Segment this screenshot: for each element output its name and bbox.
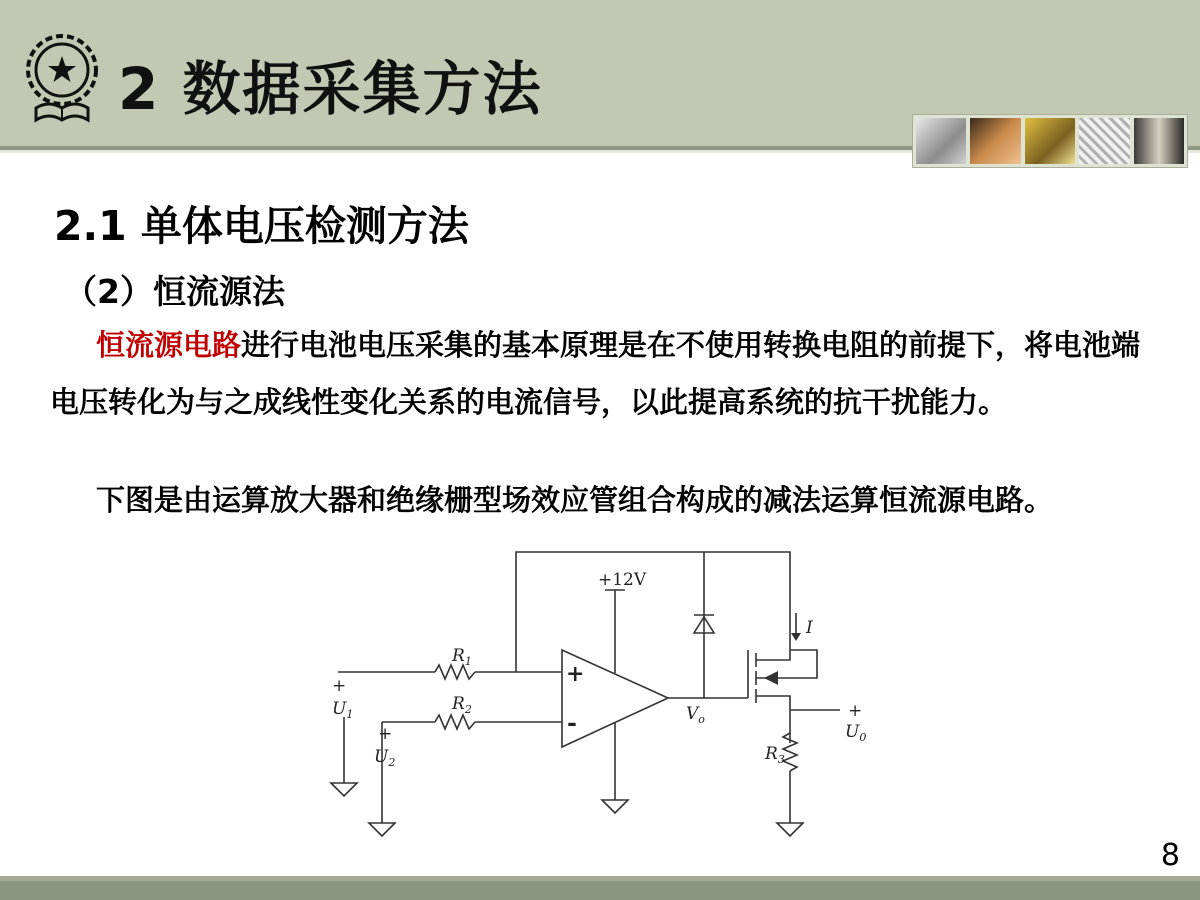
r3-label bbox=[764, 744, 785, 766]
u0-letter: U bbox=[845, 722, 860, 742]
vo-letter: V bbox=[686, 704, 699, 724]
r1-label bbox=[451, 646, 472, 668]
r3-subscript: 3 bbox=[777, 753, 785, 766]
feedback-wire bbox=[516, 552, 790, 672]
current-arrow-icon bbox=[791, 633, 801, 641]
r1-letter: R bbox=[452, 646, 465, 666]
body-paragraph: 下图是由运算放大器和绝缘栅型场效应管组合构成的减法运算恒流源电路。 bbox=[96, 483, 1054, 517]
header-photo-strip bbox=[912, 114, 1188, 168]
photo-thumbnail bbox=[1134, 118, 1184, 164]
drain-wire bbox=[756, 650, 790, 660]
mosfet-arrow-icon bbox=[764, 671, 778, 685]
ground-symbol bbox=[369, 823, 395, 836]
u1-label bbox=[332, 699, 353, 721]
subsection-heading: （2）恒流源法 bbox=[64, 272, 285, 311]
highlighted-term: 恒流源电路 bbox=[96, 328, 242, 362]
supply-label: +12V bbox=[598, 570, 647, 590]
section-heading: 2.1 单体电压检测方法 bbox=[54, 202, 469, 250]
plus-terminal-label: + bbox=[566, 661, 585, 687]
photo-thumbnail bbox=[916, 118, 966, 164]
constant-current-source-circuit-diagram bbox=[320, 545, 880, 845]
r3-letter: R bbox=[765, 744, 778, 764]
u1-plus-label: + bbox=[332, 676, 347, 696]
vo-label bbox=[686, 704, 705, 726]
minus-terminal-label: - bbox=[567, 708, 577, 737]
paragraph-text: 进行电池电压采集的基本原理是在不使用转换电阻的前提下，将电池端电压转化为与之成线性变化关系的电流信号，以此提高系统的抗干扰能力。 bbox=[50, 328, 1141, 419]
ground-symbol bbox=[602, 800, 628, 813]
ground-symbol bbox=[777, 823, 803, 836]
university-emblem-icon bbox=[22, 28, 102, 124]
u1-subscript: 1 bbox=[346, 708, 354, 721]
r2-label bbox=[451, 694, 472, 716]
u0-label bbox=[845, 722, 866, 744]
photo-thumbnail bbox=[970, 118, 1020, 164]
resistor-r2 bbox=[435, 715, 475, 729]
u2-label bbox=[374, 747, 395, 769]
ground-symbol bbox=[331, 783, 357, 796]
substrate-wire bbox=[756, 650, 817, 678]
r2-subscript: 2 bbox=[464, 703, 472, 716]
r2-letter: R bbox=[452, 694, 465, 714]
slide-title: 2 数据采集方法 bbox=[118, 55, 543, 123]
u2-subscript: 2 bbox=[388, 756, 396, 769]
page-number: 8 bbox=[1160, 838, 1180, 873]
photo-thumbnail bbox=[1079, 118, 1129, 164]
vo-subscript: o bbox=[698, 713, 705, 726]
u0-subscript: 0 bbox=[859, 731, 867, 744]
current-label: I bbox=[806, 618, 813, 638]
photo-thumbnail bbox=[1025, 118, 1075, 164]
footer-band bbox=[0, 881, 1200, 900]
u1-letter: U bbox=[332, 699, 347, 719]
u2-plus-label: + bbox=[378, 724, 393, 744]
u2-letter: U bbox=[374, 747, 389, 767]
body-paragraph bbox=[50, 317, 1158, 431]
u0-plus-label: + bbox=[848, 701, 863, 721]
r1-subscript: 1 bbox=[464, 655, 472, 668]
